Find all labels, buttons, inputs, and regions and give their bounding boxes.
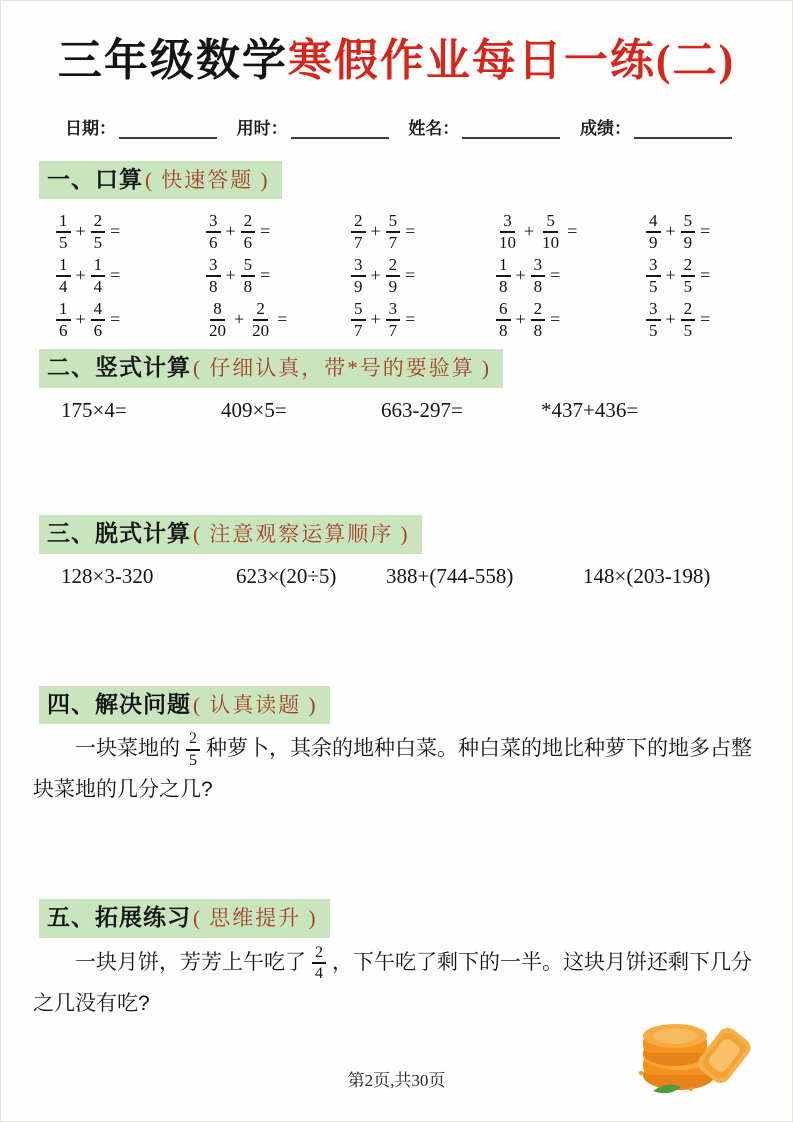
oral-problem	[56, 211, 206, 254]
oral-problem	[56, 299, 206, 342]
section-heading: 四、解决问题	[47, 691, 191, 717]
meta-field	[580, 114, 732, 139]
fraction-denominator: 5	[59, 232, 68, 252]
plus-sign: +	[665, 265, 676, 286]
fraction-denominator: 7	[354, 320, 363, 340]
oral-problem	[496, 299, 646, 342]
fraction	[646, 255, 661, 298]
page-title	[1, 35, 792, 88]
fraction-denominator: 5	[189, 751, 197, 769]
plus-sign: +	[665, 221, 676, 242]
equals-sign: =	[110, 265, 121, 286]
fraction-numerator: 5	[543, 211, 558, 233]
fraction-numerator: 2	[351, 211, 366, 233]
oral-problem	[206, 211, 351, 254]
oral-problem	[646, 255, 715, 298]
section-header-oral	[39, 161, 282, 200]
oral-row	[56, 255, 792, 296]
fraction-numerator: 3	[646, 299, 661, 321]
extension-problem-post: ，下午吃了剩下的一半。这块月饼还剩下几分之几没有吃?	[33, 950, 752, 1015]
plus-sign: +	[225, 265, 236, 286]
fraction-numerator: 5	[241, 255, 256, 277]
plus-sign: +	[370, 309, 381, 330]
fraction-numerator: 4	[91, 299, 106, 321]
fraction	[206, 211, 221, 254]
equals-sign: =	[405, 265, 416, 286]
fraction	[681, 211, 696, 254]
mooncake-illustration	[631, 1009, 759, 1101]
fraction	[91, 211, 106, 254]
fraction-denominator: 4	[315, 965, 323, 983]
section-hint: ( 快速答题 )	[145, 167, 270, 192]
fraction	[206, 299, 229, 342]
fraction-numerator: 3	[206, 255, 221, 277]
oral-problem	[351, 211, 496, 254]
fraction	[312, 943, 326, 983]
fraction-numerator: 8	[210, 299, 225, 321]
oral-problem	[206, 299, 351, 342]
crumb	[699, 1080, 702, 1083]
plus-sign: +	[75, 265, 86, 286]
oral-problem	[496, 255, 646, 298]
plus-sign: +	[370, 265, 381, 286]
fraction-numerator: 3	[500, 211, 515, 233]
plus-sign: +	[225, 221, 236, 242]
word-problem-post: 种萝卜，其余的地种白菜。种白菜的地比种萝下的地多占整块菜地的几分之几?	[33, 737, 752, 802]
meta-blank-line	[119, 122, 217, 139]
oral-grid	[56, 211, 792, 340]
vertical-problem: 175×4=	[61, 397, 127, 422]
equals-sign: =	[550, 309, 561, 330]
equals-sign: =	[110, 309, 121, 330]
fraction-denominator: 6	[93, 320, 103, 340]
working-space	[1, 811, 792, 899]
fraction-denominator: 8	[243, 276, 253, 296]
crumb	[689, 1087, 693, 1091]
plus-sign: +	[524, 221, 535, 242]
fraction-denominator: 7	[354, 232, 363, 252]
equals-sign: =	[277, 309, 288, 330]
section-heading: 五、拓展练习	[47, 905, 191, 931]
equals-sign: =	[550, 265, 561, 286]
fraction-numerator: 6	[496, 299, 511, 321]
fraction-denominator: 8	[533, 320, 543, 340]
fraction	[56, 211, 71, 254]
fraction-denominator: 4	[59, 276, 68, 296]
fraction-denominator: 9	[649, 232, 658, 252]
stepwise-problem: 623×(20÷5)	[236, 563, 337, 588]
stepwise-problem: 388+(744-558)	[386, 563, 514, 588]
vertical-problems-row	[61, 398, 792, 423]
meta-label: 成绩：	[579, 118, 631, 138]
oral-problem	[206, 255, 351, 298]
fraction-numerator: 2	[312, 943, 326, 964]
fraction	[531, 299, 546, 342]
working-space	[1, 423, 792, 515]
section-hint: ( 注意观察运算顺序 )	[193, 521, 410, 546]
fraction-numerator: 1	[496, 255, 511, 277]
oral-row	[56, 299, 792, 340]
fraction-numerator: 2	[531, 299, 546, 321]
working-space	[1, 589, 792, 686]
equals-sign: =	[405, 309, 416, 330]
equals-sign: =	[110, 221, 121, 242]
fraction	[539, 211, 562, 254]
oral-problem	[496, 211, 646, 254]
meta-blank-line	[462, 122, 560, 139]
fraction-denominator: 6	[209, 232, 218, 252]
fraction	[496, 299, 511, 342]
fraction-numerator: 2	[186, 729, 200, 750]
fraction-numerator: 2	[681, 299, 696, 321]
vertical-problem: 409×5=	[221, 397, 287, 422]
page-title-red: 寒假作业每日一练(二)	[287, 36, 736, 85]
section-heading: 二、竖式计算	[47, 355, 191, 381]
fraction	[646, 211, 661, 254]
fraction-numerator: 1	[56, 211, 71, 233]
fraction-denominator: 20	[252, 320, 270, 340]
page-title-grade: 三年级数学	[57, 36, 288, 85]
fraction-denominator: 8	[499, 276, 508, 296]
plus-sign: +	[515, 309, 526, 330]
fraction-denominator: 8	[499, 320, 508, 340]
fraction-numerator: 1	[56, 255, 71, 277]
fraction-denominator: 5	[683, 320, 693, 340]
fraction-denominator: 9	[354, 276, 363, 296]
fraction	[351, 299, 366, 342]
stepwise-problem: 148×(203-198)	[583, 563, 711, 588]
section-header-extension	[39, 899, 330, 938]
meta-field	[237, 114, 389, 139]
meta-label: 姓名：	[408, 118, 460, 138]
meta-label: 日期：	[65, 118, 116, 138]
fraction	[531, 255, 546, 298]
equals-sign: =	[700, 309, 711, 330]
fraction-denominator: 5	[683, 276, 693, 296]
fraction-numerator: 3	[386, 299, 401, 321]
fraction-denominator: 5	[649, 276, 658, 296]
stepwise-problems-row	[61, 564, 792, 589]
fraction-numerator: 5	[681, 211, 696, 233]
section-header-word	[39, 686, 330, 725]
section-hint: ( 仔细认真，带*号的要验算 )	[193, 356, 491, 381]
section-heading: 三、脱式计算	[47, 520, 191, 546]
oral-problem	[646, 299, 715, 342]
section-header-stepwise	[39, 515, 422, 554]
fraction	[91, 299, 106, 342]
vertical-problem: *437+436=	[541, 397, 639, 422]
section-header-vertical	[39, 349, 503, 388]
oral-problem	[351, 299, 496, 342]
fraction-numerator: 2	[386, 255, 401, 277]
meta-label: 用时：	[236, 118, 288, 138]
stepwise-problem: 128×3-320	[61, 563, 154, 588]
fraction	[496, 211, 519, 254]
fraction-denominator: 20	[209, 320, 226, 340]
fraction	[386, 299, 401, 342]
page-number: 第2页,共30页	[347, 1071, 446, 1090]
fraction	[681, 255, 696, 298]
vertical-problem: 663-297=	[381, 397, 463, 422]
fraction	[249, 299, 272, 342]
fraction-numerator: 5	[351, 299, 366, 321]
fraction-numerator: 3	[351, 255, 366, 277]
fraction	[496, 255, 511, 298]
fraction-denominator: 8	[533, 276, 543, 296]
fraction-numerator: 1	[91, 255, 106, 277]
equals-sign: =	[567, 221, 578, 242]
fraction-denominator: 7	[388, 320, 398, 340]
oral-row	[56, 211, 792, 252]
meta-blank-line	[634, 122, 732, 139]
fraction-denominator: 8	[209, 276, 218, 296]
plus-sign: +	[665, 309, 676, 330]
fraction-denominator: 5	[93, 232, 103, 252]
mooncake-top	[643, 1024, 707, 1066]
fraction-denominator: 9	[683, 232, 693, 252]
fraction-denominator: 7	[388, 232, 398, 252]
fraction-numerator: 2	[241, 211, 256, 233]
fraction-denominator: 10	[542, 232, 560, 252]
fraction	[351, 211, 366, 254]
fraction-denominator: 10	[499, 232, 516, 252]
plus-sign: +	[370, 221, 381, 242]
oral-problem	[646, 211, 715, 254]
fraction-numerator: 2	[681, 255, 696, 277]
fraction	[206, 255, 221, 298]
fraction-numerator: 3	[531, 255, 546, 277]
plus-sign: +	[75, 309, 86, 330]
equals-sign: =	[405, 221, 416, 242]
fraction-numerator: 2	[253, 299, 268, 321]
equals-sign: =	[700, 265, 711, 286]
plus-sign: +	[515, 265, 526, 286]
fraction-denominator: 6	[59, 320, 68, 340]
fraction	[351, 255, 366, 298]
fraction-numerator: 3	[646, 255, 661, 277]
meta-row	[65, 114, 732, 139]
fraction	[386, 211, 401, 254]
fraction	[186, 729, 200, 769]
oral-problem	[351, 255, 496, 298]
fraction-denominator: 6	[243, 232, 253, 252]
equals-sign: =	[260, 265, 271, 286]
fraction	[91, 255, 106, 298]
fraction-numerator: 4	[646, 211, 661, 233]
fraction-numerator: 2	[91, 211, 106, 233]
section-heading: 一、口算	[47, 166, 143, 192]
meta-blank-line	[291, 122, 389, 139]
fraction-denominator: 4	[93, 276, 103, 296]
fraction	[386, 255, 401, 298]
equals-sign: =	[260, 221, 271, 242]
word-problem-pre: 一块菜地的	[75, 737, 180, 761]
extension-problem-pre: 一块月饼，芳芳上午吃了	[75, 950, 306, 974]
fraction	[241, 211, 256, 254]
plus-sign: +	[234, 309, 245, 330]
word-problem-text	[33, 729, 764, 811]
meta-field	[408, 114, 560, 139]
fraction-denominator: 5	[649, 320, 658, 340]
fraction-numerator: 5	[386, 211, 401, 233]
oral-problem	[56, 255, 206, 298]
fraction	[56, 255, 71, 298]
crumb	[639, 1071, 643, 1075]
equals-sign: =	[700, 221, 711, 242]
fraction-denominator: 9	[388, 276, 398, 296]
fraction	[681, 299, 696, 342]
fraction	[646, 299, 661, 342]
fraction-numerator: 1	[56, 299, 71, 321]
section-hint: ( 思维提升 )	[193, 906, 318, 931]
plus-sign: +	[75, 221, 86, 242]
meta-field	[65, 114, 217, 139]
fraction-numerator: 3	[206, 211, 221, 233]
section-hint: ( 认真读题 )	[193, 692, 318, 717]
fraction	[56, 299, 71, 342]
fraction	[241, 255, 256, 298]
